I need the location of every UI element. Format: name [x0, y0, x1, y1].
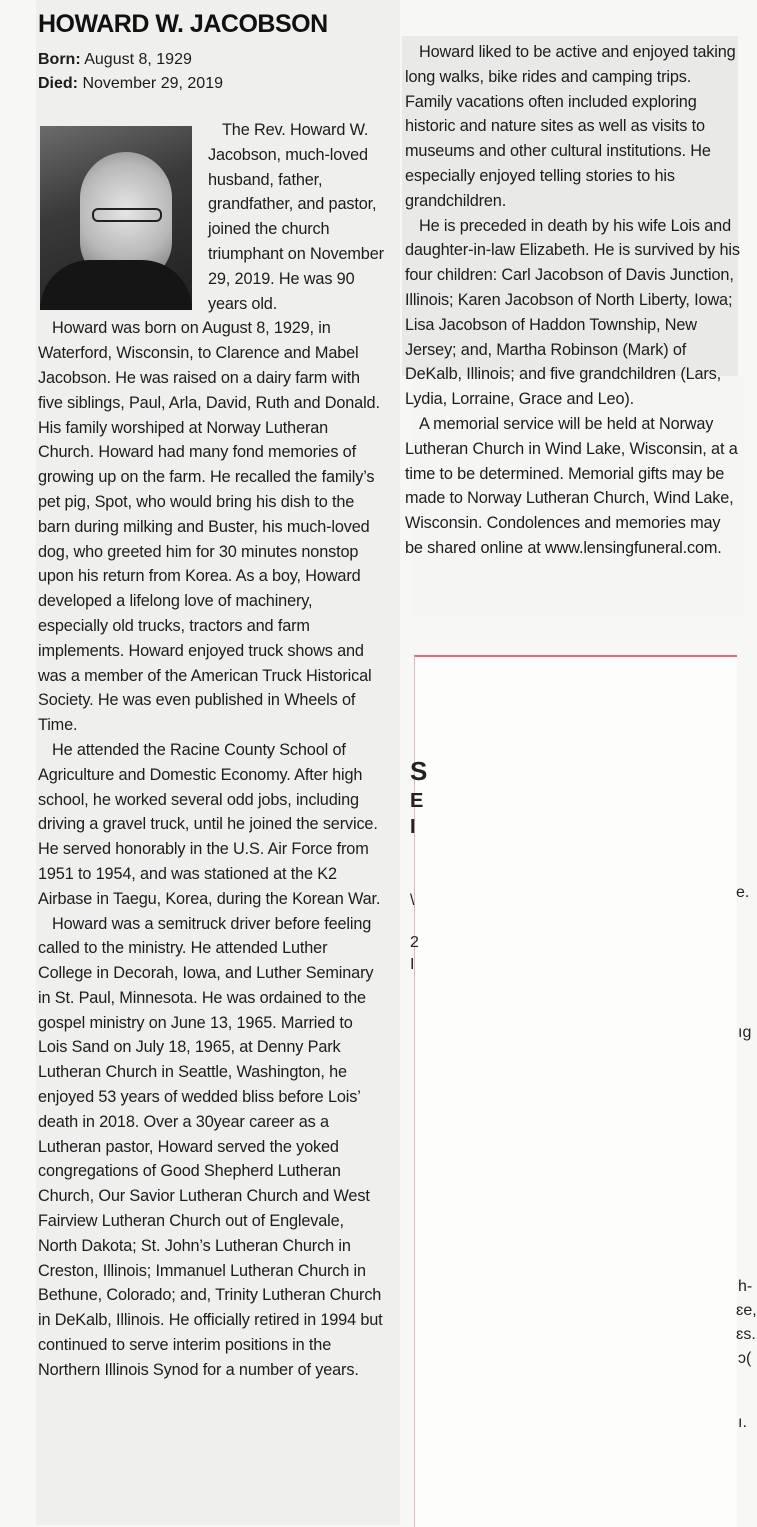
- edge-fragment: I: [410, 956, 415, 973]
- edge-fragment: ɔ(: [738, 1350, 752, 1367]
- born-line: [38, 48, 223, 72]
- edge-fragment: ı.: [738, 1414, 747, 1431]
- died-line: [38, 72, 223, 96]
- adjacent-clipping-frame: [414, 655, 737, 1527]
- paragraph-ministry: Howard was a semitruck driver before feeling called to the ministry. He attended Luther College in Decorah, Iowa, and Luther Seminary in St. Paul, Minnesota. He was ordained to the gospel ministry on June 13, 1965. Married to Lois Sand on July 18, 1965, at Denny Park Lutheran Church in Seattle, Washington, he enjoyed 53 years of wedded bliss before Lois’ death in 2018. Over a 30year career as a Lutheran pastor, Howard served the yoked congregations of Good Shepherd Lutheran Church, Our Savior Lutheran Church and West Fairview Lutheran Church out of Englevale, North Dakota; St. John’s Lutheran Church in Creston, Illinois; Immanuel Lutheran Church in Bethune, Colorado; and, Trinity Lutheran Church in DeKalb, Illinois. He officially retired in 1994 but continued to serve interim positions in the Northern Illinois Synod for a number of years.: [38, 914, 383, 1379]
- edge-fragment: 2: [410, 934, 419, 951]
- born-value: August 8, 1929: [84, 51, 192, 68]
- paragraph-intro: The Rev. Howard W. Jacobson, much-loved husband, father, grandfather, and pastor, joined the church triumphant on November 29, 2019. He was 90 years old.: [208, 121, 384, 313]
- edge-fragment: ɛs.: [736, 1326, 756, 1343]
- paragraph-survivors: He is preceded in death by his wife Lois and daughter-in-law Elizabeth. He is survived by his four children: Carl Jacobson of Davis Junction, Illinois; Karen Jacobson of North Liberty, Iowa; Lisa Jacobson of Haddon Township, New Jersey; and, Martha Robinson (Mark) of DeKalb, Illinois; and five grandchildren (Lars, Lydia, Lorraine, Grace and Leo).: [405, 216, 740, 409]
- edge-fragment: e.: [736, 884, 750, 901]
- edge-fragment: S: [410, 756, 428, 786]
- edge-fragment: h-: [738, 1278, 753, 1295]
- right-column: [405, 40, 741, 561]
- edge-fragment: E: [410, 790, 424, 812]
- photo-spacer: [38, 118, 208, 304]
- died-value: November 29, 2019: [82, 75, 223, 92]
- born-label: Born:: [38, 51, 81, 68]
- died-label: Died:: [38, 75, 78, 92]
- paragraph-service: He attended the Racine County School of Agriculture and Domestic Economy. After high school, he worked several odd jobs, including driving a gravel truck, until he joined the service. He served honorably in the U.S. Air Force from 1951 to 1954, and was stationed at the K2 Airbase in Taegu, Korea, during the Korean War.: [38, 740, 381, 908]
- edge-fragment: I: [410, 816, 416, 838]
- edge-fragment: \: [410, 892, 415, 909]
- left-column: [38, 118, 384, 1383]
- paragraph-interests: Howard liked to be active and enjoyed taking long walks, bike rides and camping trips. Family vacations often included exploring historic and nature sites as well as visits to museums and other cultural institutions. He especially enjoyed telling stories to his grandchildren.: [405, 43, 736, 210]
- paragraph-memorial: A memorial service will be held at Norway Lutheran Church in Wind Lake, Wisconsin, at a time to be determined. Memorial gifts may be made to Norway Lutheran Church, Wind Lake, Wisconsin. Condolences and memories may be shared online at www.lensingfuneral.com.: [405, 414, 738, 557]
- obituary-title: HOWARD W. JACOBSON: [38, 10, 328, 38]
- paragraph-early-life: Howard was born on August 8, 1929, in Waterford, Wisconsin, to Clarence and Mabel Jacobson. He was raised on a dairy farm with five siblings, Paul, Arla, David, Ruth and Donald. His family worshiped at Norway Lutheran Church. Howard had many fond memories of growing up on the farm. He recalled the family’s pet pig, Spot, who would bring his dish to the barn during milking and Buster, his much-loved dog, who greeted him for 30 minutes nonstop upon his return from Korea. As a boy, Howard developed a lifelong love of machinery, especially old trucks, tractors and farm implements. Howard enjoyed truck shows and was a member of the American Truck Historical Society. He was even published in Wheels of Time.: [38, 319, 380, 735]
- edge-fragment: ıg: [738, 1024, 752, 1041]
- edge-fragment: ɛe,: [736, 1302, 757, 1319]
- life-dates: [38, 48, 223, 96]
